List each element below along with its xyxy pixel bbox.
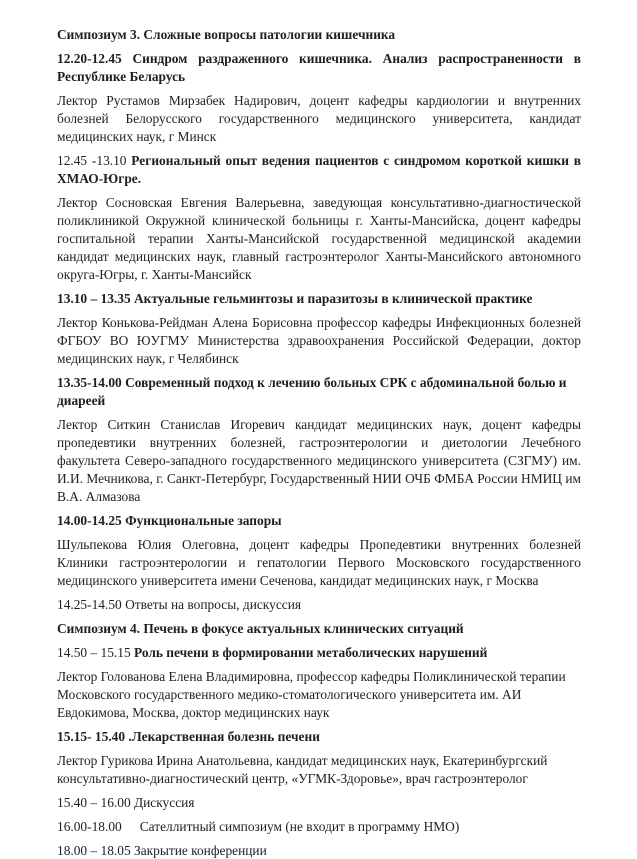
lecturer-paragraph: Лектор Конькова-Рейдман Алена Борисовна профессор кафедры Инфекционных болезней ФГБОУ ВО ЮУГМУ Министерства здравоохранения Российской Федерации, доктор медицинских наук, г Челябинск xyxy=(57,315,581,366)
lecturer-paragraph: Лектор Рустамов Мирзабек Надирович, доцент кафедры кардиологии и внутренних болезней Белорусского государственного медицинского университета, кандидат медицинских наук, г Минск xyxy=(57,93,581,144)
schedule-time: 16.00-18.00 xyxy=(57,819,122,834)
session-time: 12.45 -13.10 xyxy=(57,153,132,168)
session-time: 14.50 – 15.15 xyxy=(57,645,134,660)
session-title xyxy=(57,644,581,662)
schedule-item: 18.00 – 18.05 Закрытие конференции xyxy=(57,843,267,858)
session-title: 15.15- 15.40 .Лекарственная болезнь печени xyxy=(57,729,320,744)
session-name: Региональный опыт ведения пациентов с синдромом короткой кишки в ХМАО-Югре. xyxy=(57,153,581,186)
lecturer-paragraph: Лектор Гурикова Ирина Анатольевна, кандидат медицинских наук, Екатеринбургский консультативно-диагностический центр, «УГМК-Здоровье», врач гастроэнтеролог xyxy=(57,753,548,786)
lecturer-paragraph: Шульпекова Юлия Олеговна, доцент кафедры Пропедевтики внутренних болезней Клиники гастроэнтерологии и гепатологии Первого Московского государственного медицинского университета имени Сеченова, кандидат медицинских наук, г Москва xyxy=(57,537,581,588)
session-title: 12.20-12.45 Синдром раздраженного кишечника. Анализ распространенности в Республике Беларусь xyxy=(57,51,581,84)
lecturer-paragraph: Лектор Голованова Елена Владимировна, профессор кафедры Поликлинической терапии Московского государственного медико-стоматологического университета им. АИ Евдокимова, Москва, доктор медицинских наук xyxy=(57,669,566,720)
schedule-item: 15.40 – 16.00 Дискуссия xyxy=(57,795,195,810)
schedule-item xyxy=(57,818,581,836)
lecturer-paragraph: Лектор Сосновская Евгения Валерьевна, заведующая консультативно-диагностической поликлиникой Окружной клинической больницы г. Ханты-Мансийска, доцент кафедры госпитальной терапии Ханты-Мансийской государственной медицинской академии кандидат медицинских наук, главный гастроэнтеролог Ханты-Мансийского автономного округа-Югры, г. Ханты-Мансийск xyxy=(57,195,581,282)
symposium-3-heading: Симпозиум 3. Сложные вопросы патологии кишечника xyxy=(57,27,396,42)
session-title: 13.35-14.00 Современный подход к лечению больных СРК с абдоминальной болью и диареей xyxy=(57,375,567,408)
session-title: 13.10 – 13.35 Актуальные гельминтозы и паразитозы в клинической практике xyxy=(57,291,533,306)
session-title: 14.00-14.25 Функциональные запоры xyxy=(57,513,282,528)
session-title xyxy=(57,152,581,188)
symposium-4-heading: Симпозиум 4. Печень в фокусе актуальных клинических ситуаций xyxy=(57,621,464,636)
session-name: Роль печени в формировании метаболических нарушений xyxy=(134,645,488,660)
schedule-item: 14.25-14.50 Ответы на вопросы, дискуссия xyxy=(57,597,302,612)
lecturer-paragraph: Лектор Ситкин Станислав Игоревич кандидат медицинских наук, доцент кафедры пропедевтики внутренних болезней, гастроэнтерологии и диетологии Лечебного факультета Северо-западного государственного медицинского университета (СЗГМУ) им. И.И. Мечникова, г. Санкт-Петербург, Государственный НИИ ОЧБ ФМБА России НМИЦ им В.А. Алмазова xyxy=(57,417,581,504)
schedule-text: Сателлитный симпозиум (не входит в программу НМО) xyxy=(139,819,460,834)
